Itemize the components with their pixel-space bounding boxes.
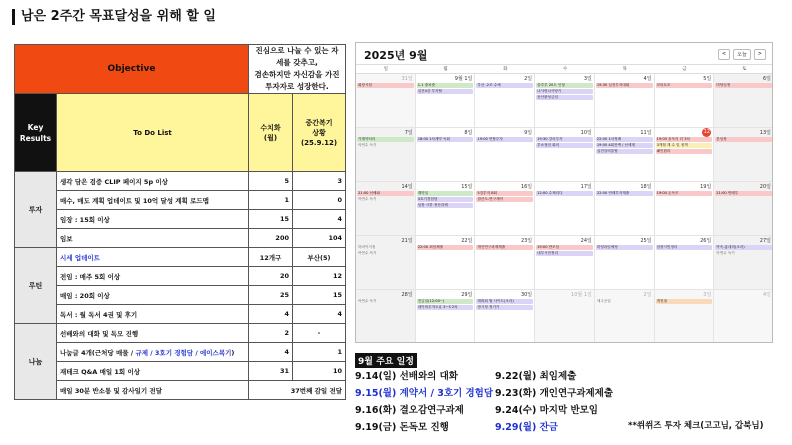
calendar-event[interactable]: 1-1 줄차줌 — [417, 83, 474, 88]
okr-table — [14, 44, 346, 400]
calendar-event[interactable]: 19:00 돈독모 — [656, 191, 713, 196]
calendar-event[interactable]: 21:00 연례투 — [715, 191, 772, 196]
calendar-day[interactable] — [416, 182, 476, 236]
todo-item: 매일 30분 반소통 및 감사일기 전달 — [57, 381, 249, 400]
event-list — [536, 83, 593, 101]
day-number: 9일 — [524, 130, 533, 136]
calendar-day[interactable] — [595, 236, 655, 290]
weekday-label: 목 — [622, 67, 627, 72]
todo-item: 재테크 Q&A 매일 1회 이상 — [57, 362, 249, 381]
day-number: 24일 — [580, 238, 592, 244]
event-list — [357, 137, 414, 149]
weekday-label: 화 — [503, 67, 508, 72]
table-row — [15, 381, 346, 400]
event-list — [476, 83, 533, 89]
day-number: 12 — [703, 129, 710, 135]
day-number: 6일 — [762, 76, 771, 82]
schedule-item: 9.14(일) 선배와의 대화 — [355, 371, 458, 382]
combined-value: 37번째 감일 전달 — [249, 381, 346, 400]
event-list — [417, 245, 474, 251]
calendar-day[interactable] — [595, 290, 655, 343]
todo-item: 독서 : 월 독서 4권 및 후기 — [57, 305, 249, 324]
todo-text: ) — [231, 348, 235, 357]
weekday-label: 월 — [443, 67, 448, 72]
schedule-item: 9.16(화) 결오감연구과제 — [355, 405, 464, 416]
schedule-title: 9월 주요 일정 — [355, 353, 417, 368]
target-header: 수치화 (월) — [249, 94, 293, 172]
day-number: 16일 — [520, 184, 533, 190]
event-list — [596, 245, 653, 251]
category-cell: 투자 — [15, 172, 57, 248]
calendar-day[interactable] — [655, 236, 715, 290]
event-list — [656, 83, 713, 89]
calendar-day[interactable] — [535, 236, 595, 290]
event-list — [656, 191, 713, 197]
calendar-event[interactable]: 동산완성금임 — [536, 95, 593, 100]
objective-label: Objective — [15, 45, 249, 94]
target-value: 20 — [249, 267, 293, 286]
day-number: 29일 — [461, 292, 473, 298]
mid-review-value: 104 — [293, 229, 346, 248]
event-list — [357, 191, 414, 203]
calendar-event[interactable]: 3개월 계 수 및 정책 — [656, 143, 713, 148]
todo-item: 선배와의 대화 및 독모 진행 — [57, 324, 249, 343]
table-row — [15, 305, 346, 324]
event-list — [715, 137, 772, 143]
calendar-event[interactable]: 결산도-연구계약 — [476, 197, 533, 202]
event-list — [476, 299, 533, 311]
schedule-item: 9.29(월) 잔금 — [495, 422, 558, 433]
mid-review-value: 15 — [293, 286, 346, 305]
calendar-day[interactable] — [356, 290, 416, 343]
todo-item: 매임 : 20회 이상 — [57, 286, 249, 305]
calendar-day[interactable] — [535, 182, 595, 236]
table-row — [15, 267, 346, 286]
category-cell: 나눔 — [15, 324, 57, 400]
day-number: 22일 — [461, 238, 473, 244]
calendar-day[interactable] — [416, 290, 476, 343]
target-value: 5 — [249, 172, 293, 191]
day-number: 31일 — [401, 76, 413, 82]
event-list — [715, 245, 772, 257]
day-number: 10일 — [580, 130, 592, 136]
event-list — [536, 245, 593, 257]
event-list — [596, 191, 653, 197]
schedule-item: 9.19(금) 돈독모 진행 — [355, 422, 449, 433]
todo-item — [57, 343, 249, 362]
target-value: 25 — [249, 286, 293, 305]
event-list — [715, 83, 772, 89]
schedule-item: 9.15(월) 계약서 / 3호기 경험담 — [355, 388, 494, 399]
table-row — [15, 324, 346, 343]
calendar-event[interactable]: 회장시험 — [357, 83, 414, 88]
prev-month-button[interactable]: < — [718, 49, 730, 60]
calendar-day[interactable] — [416, 128, 476, 182]
day-number: 4일 — [643, 76, 652, 82]
calendar — [355, 42, 773, 343]
day-number: 26일 — [700, 238, 712, 244]
table-row — [15, 172, 346, 191]
table-row — [15, 248, 346, 267]
calendar-event[interactable]: 미팅임정 — [715, 83, 772, 88]
event-list — [417, 191, 474, 209]
calendar-event[interactable]: 개인연구과제제출 — [476, 245, 533, 250]
event-list — [476, 191, 533, 203]
todo-item: 시세 업데이트 — [57, 248, 249, 267]
calendar-event[interactable]: 가계약처리 — [357, 137, 414, 142]
calendar-event[interactable]: 아연수 독기 — [358, 299, 377, 303]
calendar-event[interactable]: 아연수 독기 — [358, 143, 377, 147]
calendar-event[interactable]: 세주공업 — [596, 299, 611, 303]
mid-review-value: 3 — [293, 172, 346, 191]
day-number: 14일 — [401, 184, 413, 190]
weekday-label: 금 — [682, 67, 687, 72]
table-row — [15, 286, 346, 305]
day-number: 3일 — [583, 76, 592, 82]
event-list — [596, 299, 653, 305]
calendar-event[interactable]: 아연수 독기 — [358, 197, 377, 201]
weekday-header — [356, 64, 773, 74]
todo-item: 매수, 매도 계획 업데이트 및 10억 달성 계획 로드맵 — [57, 191, 249, 210]
schedule-item: 9.23(화) 개인연구과제제출 — [495, 388, 614, 399]
calendar-day[interactable] — [714, 74, 773, 128]
schedule-column-2 — [495, 368, 613, 436]
event-list — [417, 83, 474, 95]
calendar-event[interactable]: 정시정 정기기 — [476, 305, 533, 310]
calendar-day[interactable] — [714, 128, 773, 182]
key-results-label: Key Results — [15, 94, 57, 172]
calendar-day[interactable] — [655, 290, 715, 343]
calendar-event[interactable]: 21:00 선배와 — [357, 191, 414, 196]
day-number: 20일 — [759, 184, 771, 190]
target-value: 15 — [249, 210, 293, 229]
calendar-day[interactable] — [475, 290, 535, 343]
calendar-event[interactable]: 개천절 — [656, 299, 713, 304]
day-number: 7일 — [404, 130, 413, 136]
calendar-event[interactable]: 네이버투자오유 3~5 2차 — [417, 305, 474, 310]
todo-item: 전임 : 매주 5회 이상 — [57, 267, 249, 286]
day-number: 27일 — [759, 238, 771, 244]
calendar-event[interactable]: 22:00 1차정례 — [596, 137, 653, 142]
calendar-day[interactable] — [655, 182, 715, 236]
event-list — [596, 83, 653, 89]
event-list — [536, 137, 593, 149]
day-number: 25일 — [640, 238, 652, 244]
calendar-day[interactable] — [595, 128, 655, 182]
calendar-event[interactable]: 하라이지정 — [358, 245, 376, 249]
target-value: 4 — [249, 305, 293, 324]
calendar-title: 2025년 9월 — [364, 49, 428, 62]
table-row — [15, 343, 346, 362]
event-list — [476, 245, 533, 251]
calendar-day[interactable] — [595, 182, 655, 236]
todo-text: 나눔글 4개(근처당 매물 / — [60, 348, 136, 357]
weekday-label: 일 — [383, 67, 389, 72]
calendar-event[interactable]: 미팅과임예정 — [596, 245, 653, 250]
calendar-event[interactable]: 19:00 반모임 — [536, 245, 593, 250]
day-number: 21일 — [401, 238, 413, 244]
table-row — [15, 191, 346, 210]
event-list — [476, 137, 533, 143]
calendar-event[interactable]: 아연수 독기 — [716, 251, 735, 255]
todo-text-highlight: 규제 / 3호기 경험담 / 에이스복기 — [135, 348, 232, 357]
event-list — [656, 245, 713, 251]
schedule-item: 9.22(월) 최임제출 — [495, 371, 577, 382]
calendar-day[interactable] — [356, 182, 416, 236]
calendar-day[interactable] — [356, 128, 416, 182]
target-value: 2 — [249, 324, 293, 343]
day-number: 17일 — [580, 184, 592, 190]
mid-review-value: 부산(5) — [293, 248, 346, 267]
calendar-day[interactable] — [655, 128, 715, 182]
calendar-event[interactable]: 실전강의통합 — [596, 149, 653, 154]
mid-review-value: 10 — [293, 362, 346, 381]
event-list — [417, 137, 474, 143]
calendar-day[interactable] — [655, 74, 715, 128]
day-number: 13일 — [759, 130, 771, 136]
day-number: 19일 — [700, 184, 712, 190]
target-value: 12개구 — [249, 248, 293, 267]
calendar-day[interactable] — [475, 236, 535, 290]
mid-review-value: 4 — [293, 305, 346, 324]
mid-review-value: 12 — [293, 267, 346, 286]
day-number: 28일 — [401, 292, 413, 298]
day-number: 3일 — [703, 292, 712, 298]
calendar-event[interactable]: 임장시민정리 — [656, 245, 713, 250]
weekday-label: 수 — [562, 67, 568, 72]
calendar-day[interactable] — [714, 236, 773, 290]
event-list — [357, 299, 414, 305]
table-row — [15, 362, 346, 381]
event-list — [656, 299, 713, 305]
objective-line: 진심으로 나눌 수 있는 자세를 갖추고, — [255, 46, 339, 67]
objective-line: 겸손하지만 자신감을 가진 투자자로 성장한다. — [254, 70, 340, 91]
calendar-event[interactable]: 계약일 — [417, 191, 474, 196]
calendar-event[interactable]: 계획회 월 사이트(오리) — [476, 299, 533, 304]
calendar-event[interactable]: 19:00 윤독리 더 3차 — [656, 137, 713, 142]
day-number: 4일 — [762, 292, 771, 298]
calendar-day[interactable] — [595, 74, 655, 128]
calendar-day[interactable] — [356, 74, 416, 128]
target-value: 31 — [249, 362, 293, 381]
calendar-grid — [356, 74, 773, 343]
calendar-event[interactable]: 19:30 실전투자대회 — [596, 83, 653, 88]
event-list — [357, 83, 414, 89]
calendar-event[interactable]: 22:00 최임제출 — [417, 245, 474, 250]
calendar-day[interactable] — [416, 236, 476, 290]
target-value: 1 — [249, 191, 293, 210]
day-number: 9월 1일 — [454, 76, 473, 82]
day-number: 23일 — [520, 238, 533, 244]
day-number: 2일 — [524, 76, 533, 82]
target-value: 4 — [249, 343, 293, 362]
category-cell: 루틴 — [15, 248, 57, 324]
calendar-day[interactable] — [535, 128, 595, 182]
event-list — [656, 137, 713, 155]
page-title: 남은 2주간 목표달성을 위해 할 일 — [12, 9, 216, 25]
day-number: 8일 — [464, 130, 473, 136]
calendar-day[interactable] — [475, 182, 535, 236]
calendar-event[interactable]: 19:00 4회잔액 / 선세계 — [596, 143, 653, 148]
day-number: 2일 — [643, 292, 652, 298]
todo-item: 임장 : 15회 이상 — [57, 210, 249, 229]
day-number: 11일 — [640, 130, 652, 136]
calendar-event[interactable]: 19:00 연합투자 — [476, 137, 533, 142]
midreview-header: 중간복기 상황 (25.9.12) — [293, 94, 346, 172]
todo-item: 임보 — [57, 229, 249, 248]
schedule-column-1 — [355, 368, 493, 436]
event-list — [596, 137, 653, 155]
table-row — [15, 229, 346, 248]
calendar-event[interactable]: 임장 시한 정산과제 — [417, 203, 474, 208]
calendar-day[interactable] — [535, 74, 595, 128]
schedule-note: **쒸쒸즈 투자 체크(고고님, 갑북님) — [628, 421, 764, 431]
event-list — [715, 191, 772, 197]
calendar-day[interactable] — [535, 290, 595, 343]
calendar-event[interactable]: 내부시민정리 — [536, 251, 593, 256]
calendar-event[interactable]: 5강투자 8회 — [476, 191, 533, 196]
calendar-event[interactable]: 18:00 1차계약 독회 — [417, 137, 474, 142]
event-list — [536, 191, 593, 197]
calendar-day[interactable] — [714, 182, 773, 236]
calendar-event[interactable]: 패인원리 — [656, 149, 713, 154]
calendar-day[interactable] — [475, 128, 535, 182]
day-number: 15일 — [461, 184, 473, 190]
today-button[interactable]: 오늘 — [733, 49, 751, 60]
calendar-event[interactable]: 22:00 연례투자계출 — [596, 191, 653, 196]
mid-review-value: - — [293, 324, 346, 343]
calendar-event[interactable]: 나사랑나사랑기 — [536, 89, 593, 94]
calendar-event[interactable]: 실전4강 투자할 — [417, 89, 474, 94]
objective-text — [249, 45, 346, 94]
schedule-item: 9.24(수) 마지막 반모임 — [495, 405, 598, 416]
calendar-event[interactable]: 부소정임 회의 — [536, 143, 593, 148]
day-number: 10월 1일 — [571, 292, 592, 298]
todo-item: 생각 담은 검증 CLIP 페이지 5p 이상 — [57, 172, 249, 191]
target-value: 200 — [249, 229, 293, 248]
event-list — [357, 245, 414, 257]
weekday-label: 토 — [741, 67, 747, 72]
calendar-event[interactable]: 19:30 강의투자 — [536, 137, 593, 142]
calendar-controls — [718, 49, 766, 60]
calendar-event[interactable]: 모의토모 — [656, 83, 713, 88]
calendar-day[interactable] — [475, 74, 535, 128]
calendar-event[interactable]: 블루투 20도 인형 — [536, 83, 593, 88]
calendar-day[interactable] — [356, 236, 416, 290]
day-number: 5일 — [703, 76, 712, 82]
day-number: 30일 — [520, 292, 533, 298]
calendar-event[interactable]: 본임장 — [715, 137, 772, 142]
day-number: 18일 — [640, 184, 652, 190]
mid-review-value: 0 — [293, 191, 346, 210]
calendar-day[interactable] — [416, 74, 476, 128]
table-row — [15, 210, 346, 229]
mid-review-value: 4 — [293, 210, 346, 229]
calendar-event[interactable]: 12:00 수제리다 — [536, 191, 593, 196]
event-list — [417, 299, 474, 311]
calendar-day[interactable] — [714, 290, 773, 343]
calendar-event[interactable]: 진금일(12:00~) — [417, 299, 474, 304]
todo-header: To Do List — [57, 94, 249, 172]
calendar-event[interactable]: 아연수 독기 — [358, 251, 377, 255]
next-month-button[interactable]: > — [754, 49, 766, 60]
mid-review-value: 1 — [293, 343, 346, 362]
calendar-event[interactable]: 부산 -2조 수예 — [476, 83, 533, 88]
calendar-event[interactable]: 약속-홍대비(오리) — [715, 245, 772, 250]
calendar-event[interactable]: 3호기경험담 — [417, 197, 474, 202]
